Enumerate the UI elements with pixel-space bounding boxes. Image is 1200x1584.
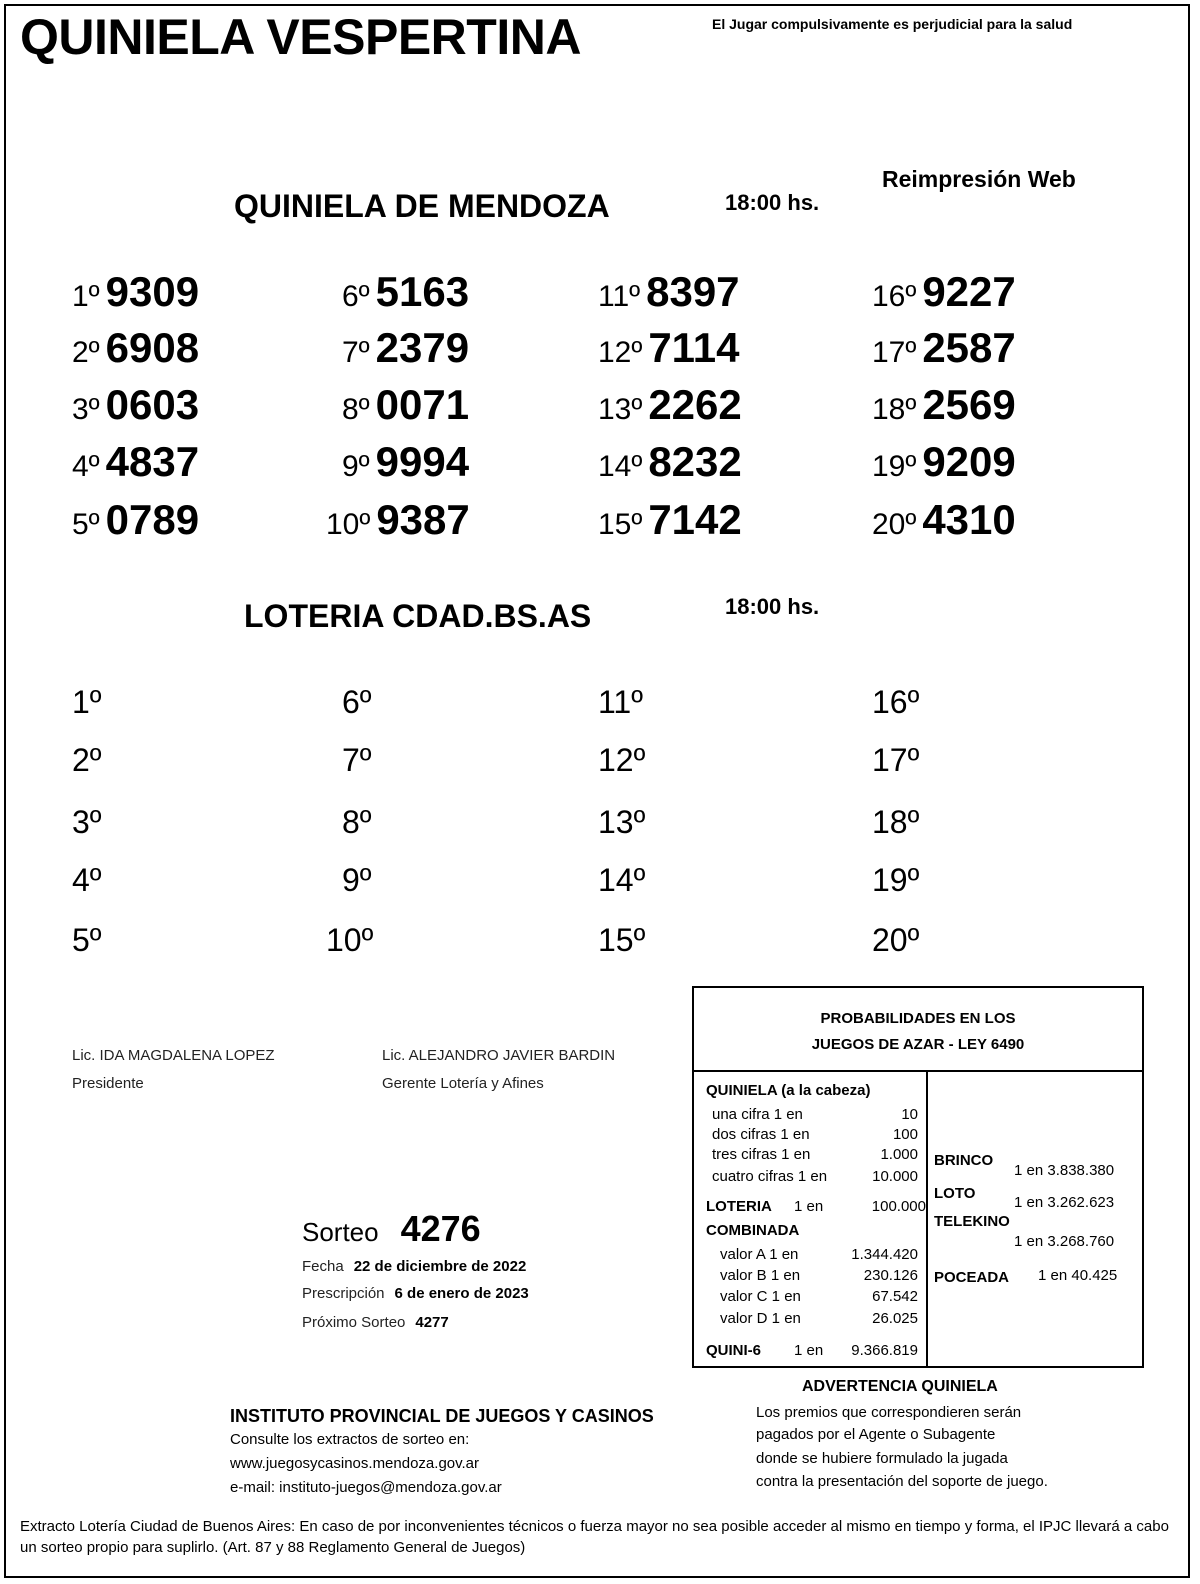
mendoza-result-11	[598, 268, 740, 316]
mendoza-result-position: 8º	[342, 393, 370, 426]
mendoza-result-position: 15º	[598, 508, 643, 541]
poceada-prob-label: POCEADA	[934, 1269, 1010, 1286]
proximo-sorteo-value: 4277	[415, 1314, 449, 1331]
loteria-result-6: 6º	[342, 684, 372, 720]
health-warning: El Jugar compulsivamente es perjudicial para la salud	[712, 16, 1073, 32]
mendoza-result-number: 9209	[922, 438, 1016, 485]
loteria-prob-label: LOTERIA	[706, 1198, 772, 1215]
instituto-email: e-mail: instituto-juegos@mendoza.gov.ar	[230, 1479, 502, 1496]
mendoza-result-number: 0789	[105, 496, 200, 543]
mendoza-result-number: 4310	[922, 496, 1016, 543]
quiniela-prob-label-4: cuatro cifras 1 en	[712, 1168, 828, 1185]
reprint-label: Reimpresión Web	[882, 166, 1076, 192]
brinco-prob-value: 1 en 3.838.380	[1014, 1162, 1115, 1179]
signature-left-name: Lic. IDA MAGDALENA LOPEZ	[72, 1047, 275, 1064]
sorteo-number: 4276	[400, 1208, 481, 1249]
mendoza-result-position: 4º	[72, 450, 100, 483]
mendoza-result-number: 7142	[648, 496, 742, 543]
mendoza-result-7	[342, 324, 469, 372]
advertencia-line-4: contra la presentación del soporte de juego.	[756, 1473, 1048, 1490]
mendoza-result-position: 14º	[598, 450, 643, 483]
prescripcion-row	[302, 1285, 529, 1302]
mendoza-result-number: 2569	[922, 381, 1016, 428]
mendoza-draw-time: 18:00 hs.	[725, 190, 820, 215]
fecha-value: 22 de diciembre de 2022	[353, 1258, 527, 1275]
mendoza-result-number: 7114	[648, 324, 740, 371]
quini6-prob-mid: 1 en	[794, 1342, 824, 1359]
quiniela-prob-value-4: 10.000	[872, 1168, 918, 1185]
mendoza-result-17	[872, 324, 1016, 372]
mendoza-result-position: 5º	[72, 508, 100, 541]
mendoza-result-position: 1º	[72, 280, 100, 313]
loteria-result-17: 17º	[872, 742, 920, 778]
mendoza-result-4	[72, 438, 199, 486]
loteria-result-5: 5º	[72, 922, 102, 958]
quiniela-prob-title: QUINIELA (a la cabeza)	[706, 1082, 871, 1099]
brinco-prob-label: BRINCO	[934, 1152, 994, 1169]
mendoza-result-20	[872, 496, 1016, 544]
combinada-prob-label-4: valor D 1 en	[720, 1310, 801, 1327]
mendoza-result-number: 9994	[375, 438, 470, 485]
telekino-prob-value: 1 en 3.268.760	[1014, 1233, 1115, 1250]
quiniela-prob-value-2: 100	[892, 1126, 918, 1143]
instituto-line-1: Consulte los extractos de sorteo en:	[230, 1431, 470, 1448]
loteria-prob-value: 100.000	[871, 1198, 926, 1215]
mendoza-result-position: 6º	[342, 280, 370, 313]
mendoza-result-position: 11º	[598, 280, 641, 313]
prescripcion-label: Prescripción	[302, 1285, 385, 1302]
mendoza-result-position: 16º	[872, 280, 917, 313]
loto-prob-value: 1 en 3.262.623	[1014, 1194, 1115, 1211]
combinada-prob-value-2: 230.126	[863, 1267, 918, 1284]
sorteo-label: Sorteo	[302, 1217, 379, 1247]
mendoza-result-position: 18º	[872, 393, 917, 426]
mendoza-result-12	[598, 324, 739, 372]
prescripcion-value: 6 de enero de 2023	[394, 1285, 529, 1302]
mendoza-result-number: 8232	[648, 438, 742, 485]
quiniela-prob-label-3: tres cifras 1 en	[712, 1146, 811, 1163]
mendoza-result-number: 0603	[105, 381, 200, 428]
fecha-label: Fecha	[302, 1258, 344, 1275]
advertencia-line-1: Los premios que correspondieren serán	[756, 1404, 1022, 1421]
mendoza-result-number: 9309	[105, 268, 200, 315]
mendoza-result-position: 7º	[342, 336, 370, 369]
proximo-sorteo-row	[302, 1314, 449, 1331]
loteria-result-3: 3º	[72, 804, 102, 840]
mendoza-result-number: 4837	[105, 438, 200, 485]
probabilidades-header	[694, 988, 1142, 1072]
proximo-sorteo-label: Próximo Sorteo	[302, 1314, 406, 1331]
mendoza-result-number: 6908	[105, 324, 200, 371]
fecha-row	[302, 1258, 526, 1275]
mendoza-result-9	[342, 438, 469, 486]
loteria-result-12: 12º	[598, 742, 646, 778]
mendoza-result-1	[72, 268, 199, 316]
loteria-result-9: 9º	[342, 862, 372, 898]
mendoza-result-position: 2º	[72, 336, 100, 369]
combinada-prob-label-1: valor A 1 en	[720, 1246, 799, 1263]
signature-right-role: Gerente Lotería y Afines	[382, 1075, 544, 1092]
combinada-prob-value-3: 67.542	[872, 1288, 918, 1305]
mendoza-result-8	[342, 381, 469, 429]
signature-left-role: Presidente	[72, 1075, 144, 1092]
mendoza-result-number: 8397	[646, 268, 740, 315]
advertencia-line-2: pagados por el Agente o Subagente	[756, 1426, 996, 1443]
loteria-result-4: 4º	[72, 862, 102, 898]
mendoza-result-15	[598, 496, 742, 544]
mendoza-result-14	[598, 438, 742, 486]
probabilidades-box	[692, 986, 1144, 1368]
loteria-result-20: 20º	[872, 922, 920, 958]
loteria-section-title: LOTERIA CDAD.BS.AS	[244, 598, 592, 634]
mendoza-result-16	[872, 268, 1016, 316]
mendoza-result-number: 2262	[648, 381, 742, 428]
loteria-result-1: 1º	[72, 684, 102, 720]
loteria-result-11: 11º	[598, 684, 643, 720]
mendoza-result-19	[872, 438, 1016, 486]
mendoza-result-18	[872, 381, 1016, 429]
quini6-prob-label: QUINI-6	[706, 1342, 762, 1359]
loteria-result-16: 16º	[872, 684, 920, 720]
probabilidades-title-2: JUEGOS DE AZAR - LEY 6490	[811, 1036, 1025, 1053]
mendoza-result-position: 17º	[872, 336, 917, 369]
advertencia-title: ADVERTENCIA QUINIELA	[802, 1378, 998, 1395]
mendoza-result-number: 0071	[375, 381, 470, 428]
mendoza-result-position: 10º	[326, 508, 371, 541]
quiniela-prob-value-1: 10	[901, 1106, 918, 1123]
loteria-result-15: 15º	[598, 922, 646, 958]
loteria-result-14: 14º	[598, 862, 646, 898]
quiniela-prob-value-3: 1.000	[880, 1146, 918, 1163]
mendoza-result-position: 19º	[872, 450, 917, 483]
mendoza-result-position: 20º	[872, 508, 917, 541]
combinada-prob-label-2: valor B 1 en	[720, 1267, 801, 1284]
combinada-prob-value-4: 26.025	[872, 1310, 918, 1327]
mendoza-result-number: 2587	[922, 324, 1016, 371]
poceada-prob-value: 1 en 40.425	[1038, 1267, 1118, 1284]
quiniela-prob-label-1: una cifra 1 en	[712, 1106, 803, 1123]
mendoza-result-6	[342, 268, 469, 316]
loteria-result-13: 13º	[598, 804, 646, 840]
quini6-prob-value: 9.366.819	[851, 1342, 918, 1359]
loteria-result-18: 18º	[872, 804, 920, 840]
mendoza-result-number: 5163	[375, 268, 470, 315]
mendoza-section-title: QUINIELA DE MENDOZA	[234, 188, 610, 224]
mendoza-result-3	[72, 381, 199, 429]
loteria-result-19: 19º	[872, 862, 920, 898]
probabilidades-title-1: PROBABILIDADES EN LOS	[820, 1010, 1016, 1027]
combinada-prob-value-1: 1.344.420	[851, 1246, 918, 1263]
loteria-result-2: 2º	[72, 742, 102, 778]
combinada-prob-label-3: valor C 1 en	[720, 1288, 801, 1305]
quiniela-prob-label-2: dos cifras 1 en	[712, 1126, 810, 1143]
probabilidades-divider	[926, 1072, 928, 1366]
loteria-result-7: 7º	[342, 742, 372, 778]
instituto-website: www.juegosycasinos.mendoza.gov.ar	[230, 1455, 480, 1472]
combinada-prob-title: COMBINADA	[706, 1222, 800, 1239]
mendoza-result-number: 9227	[922, 268, 1016, 315]
signature-right-name: Lic. ALEJANDRO JAVIER BARDIN	[382, 1047, 616, 1064]
sorteo-block	[302, 1208, 481, 1250]
loto-prob-label: LOTO	[934, 1185, 976, 1202]
mendoza-result-position: 13º	[598, 393, 643, 426]
mendoza-result-number: 2379	[375, 324, 470, 371]
loteria-draw-time: 18:00 hs.	[725, 594, 820, 619]
loteria-prob-mid: 1 en	[794, 1198, 824, 1215]
mendoza-result-position: 3º	[72, 393, 100, 426]
loteria-result-10: 10º	[326, 922, 374, 958]
page-title: QUINIELA VESPERTINA	[20, 9, 581, 65]
instituto-title: INSTITUTO PROVINCIAL DE JUEGOS Y CASINOS	[230, 1406, 654, 1426]
footer-note: Extracto Lotería Ciudad de Buenos Aires: En caso de por inconvenientes técnicos o fuerza mayor no sea posible acceder al mismo en tiempo y forma, el IPJC llevará a cabo un sorteo propio para suplirlo. (Art. 87 y 88 Reglamento General de Juegos)	[20, 1518, 1169, 1556]
mendoza-result-position: 9º	[342, 450, 370, 483]
mendoza-result-10	[326, 496, 470, 544]
loteria-result-8: 8º	[342, 804, 372, 840]
advertencia-line-3: donde se hubiere formulado la jugada	[756, 1450, 1008, 1467]
mendoza-result-number: 9387	[376, 496, 470, 543]
telekino-prob-label: TELEKINO	[934, 1213, 1010, 1230]
mendoza-result-2	[72, 324, 199, 372]
mendoza-result-5	[72, 496, 199, 544]
mendoza-result-position: 12º	[598, 336, 643, 369]
mendoza-result-13	[598, 381, 742, 429]
